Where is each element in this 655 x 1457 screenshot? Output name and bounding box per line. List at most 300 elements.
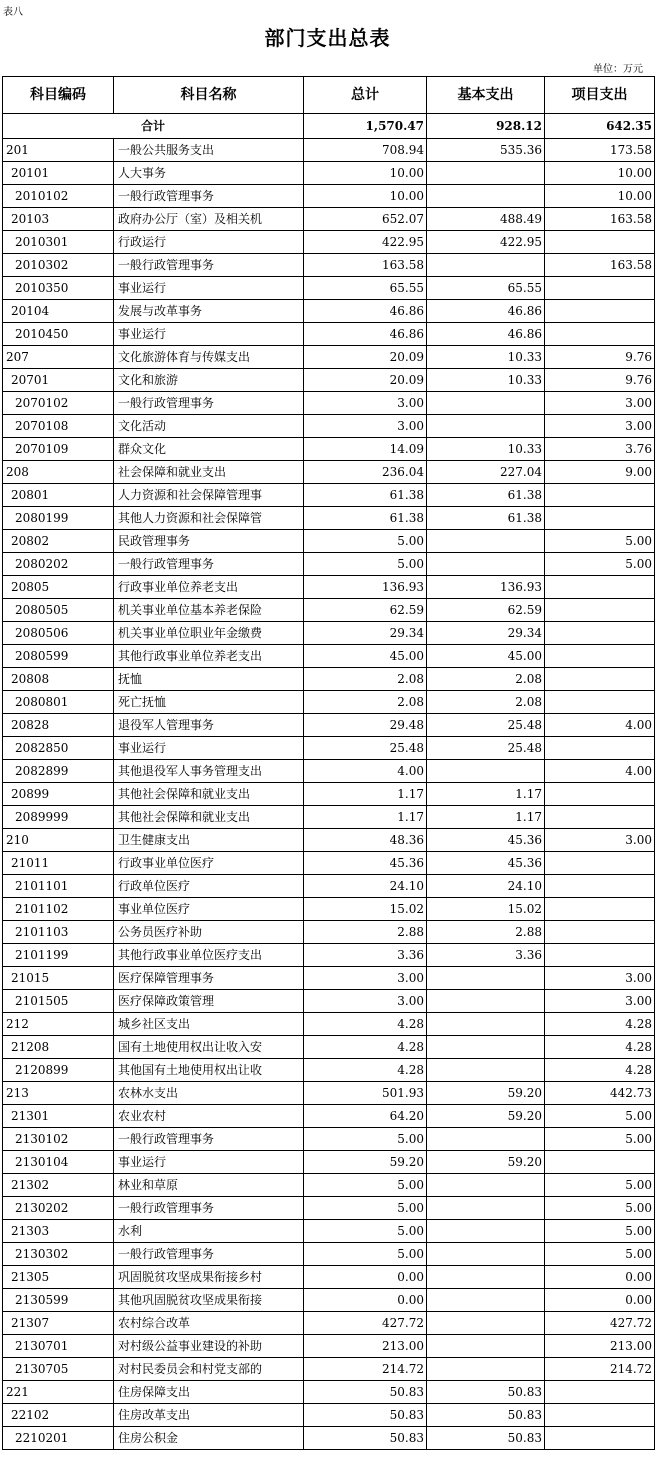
row-project (545, 576, 655, 599)
row-basic: 136.93 (427, 576, 545, 599)
row-name: 城乡社区支出 (114, 1013, 304, 1036)
row-code: 2120899 (3, 1059, 114, 1082)
table-row (3, 1036, 655, 1059)
row-code: 21015 (3, 967, 114, 990)
row-total: 5.00 (304, 1220, 427, 1243)
header-project: 项目支出 (545, 77, 655, 114)
table-row (3, 806, 655, 829)
row-total: 4.00 (304, 760, 427, 783)
row-project (545, 783, 655, 806)
row-project: 163.58 (545, 208, 655, 231)
row-total: 4.28 (304, 1059, 427, 1082)
row-code: 2210201 (3, 1427, 114, 1450)
table-row (3, 944, 655, 967)
row-basic (427, 1358, 545, 1381)
table-row (3, 1266, 655, 1289)
row-total: 1.17 (304, 783, 427, 806)
row-total: 65.55 (304, 277, 427, 300)
row-code: 210 (3, 829, 114, 852)
row-total: 1.17 (304, 806, 427, 829)
row-total: 5.00 (304, 553, 427, 576)
table-row (3, 254, 655, 277)
row-code: 21011 (3, 852, 114, 875)
row-total: 45.36 (304, 852, 427, 875)
row-code: 2010102 (3, 185, 114, 208)
row-name: 林业和草原 (114, 1174, 304, 1197)
row-basic (427, 1335, 545, 1358)
table-row (3, 737, 655, 760)
row-project: 9.76 (545, 369, 655, 392)
row-code: 2080599 (3, 645, 114, 668)
table-row (3, 323, 655, 346)
row-basic: 45.36 (427, 852, 545, 875)
table-row (3, 760, 655, 783)
total-sum: 1,570.47 (304, 114, 427, 139)
row-name: 一般行政管理事务 (114, 254, 304, 277)
total-project: 642.35 (545, 114, 655, 139)
table-row (3, 1381, 655, 1404)
row-basic: 24.10 (427, 875, 545, 898)
header-basic: 基本支出 (427, 77, 545, 114)
row-project (545, 898, 655, 921)
row-name: 一般行政管理事务 (114, 185, 304, 208)
unit-label: 单位：万元 (593, 64, 643, 75)
table-row (3, 530, 655, 553)
row-total: 14.09 (304, 438, 427, 461)
row-project: 173.58 (545, 139, 655, 162)
row-project: 442.73 (545, 1082, 655, 1105)
row-name: 政府办公厅（室）及相关机 (114, 208, 304, 231)
row-project (545, 507, 655, 530)
row-project (545, 944, 655, 967)
row-basic (427, 1059, 545, 1082)
row-code: 20701 (3, 369, 114, 392)
row-name: 其他社会保障和就业支出 (114, 783, 304, 806)
row-basic: 59.20 (427, 1082, 545, 1105)
row-name: 文化活动 (114, 415, 304, 438)
table-row (3, 691, 655, 714)
row-basic (427, 760, 545, 783)
header-name: 科目名称 (114, 77, 304, 114)
row-project: 4.00 (545, 760, 655, 783)
row-code: 2130705 (3, 1358, 114, 1381)
row-name: 国有土地使用权出让收入安 (114, 1036, 304, 1059)
row-total: 163.58 (304, 254, 427, 277)
row-name: 机关事业单位职业年金缴费 (114, 622, 304, 645)
row-project: 3.00 (545, 990, 655, 1013)
table-row (3, 369, 655, 392)
table-row (3, 1404, 655, 1427)
table-row (3, 829, 655, 852)
row-project (545, 875, 655, 898)
row-total: 59.20 (304, 1151, 427, 1174)
row-total: 213.00 (304, 1335, 427, 1358)
row-basic: 59.20 (427, 1105, 545, 1128)
row-project: 5.00 (545, 1197, 655, 1220)
row-project: 427.72 (545, 1312, 655, 1335)
row-project: 214.72 (545, 1358, 655, 1381)
row-basic: 50.83 (427, 1381, 545, 1404)
row-code: 20101 (3, 162, 114, 185)
row-project: 5.00 (545, 1105, 655, 1128)
row-basic (427, 1220, 545, 1243)
row-basic: 29.34 (427, 622, 545, 645)
row-basic: 45.36 (427, 829, 545, 852)
row-project: 0.00 (545, 1266, 655, 1289)
row-basic (427, 990, 545, 1013)
row-name: 住房公积金 (114, 1427, 304, 1450)
row-basic: 1.17 (427, 806, 545, 829)
row-name: 机关事业单位基本养老保险 (114, 599, 304, 622)
row-project (545, 806, 655, 829)
total-label: 合计 (3, 114, 304, 139)
table-row (3, 300, 655, 323)
row-code: 201 (3, 139, 114, 162)
row-basic (427, 530, 545, 553)
row-total: 501.93 (304, 1082, 427, 1105)
row-name: 事业单位医疗 (114, 898, 304, 921)
row-code: 212 (3, 1013, 114, 1036)
row-project: 9.00 (545, 461, 655, 484)
row-total: 20.09 (304, 369, 427, 392)
row-total: 0.00 (304, 1289, 427, 1312)
table-row (3, 668, 655, 691)
row-total: 25.48 (304, 737, 427, 760)
row-code: 2082850 (3, 737, 114, 760)
row-total: 5.00 (304, 1174, 427, 1197)
row-name: 其他巩固脱贫攻坚成果衔接 (114, 1289, 304, 1312)
row-code: 213 (3, 1082, 114, 1105)
row-project: 3.76 (545, 438, 655, 461)
row-code: 221 (3, 1381, 114, 1404)
row-basic (427, 162, 545, 185)
table-row (3, 553, 655, 576)
page-title: 部门支出总表 (264, 26, 391, 50)
row-project: 5.00 (545, 1243, 655, 1266)
row-total: 0.00 (304, 1266, 427, 1289)
row-code: 20801 (3, 484, 114, 507)
table-row (3, 783, 655, 806)
row-basic: 61.38 (427, 507, 545, 530)
row-code: 20104 (3, 300, 114, 323)
row-name: 发展与改革事务 (114, 300, 304, 323)
table-row (3, 967, 655, 990)
row-name: 文化旅游体育与传媒支出 (114, 346, 304, 369)
row-name: 其他社会保障和就业支出 (114, 806, 304, 829)
row-name: 其他行政事业单位医疗支出 (114, 944, 304, 967)
row-code: 2130599 (3, 1289, 114, 1312)
row-code: 2130202 (3, 1197, 114, 1220)
row-name: 农林水支出 (114, 1082, 304, 1105)
row-name: 住房改革支出 (114, 1404, 304, 1427)
header-total: 总计 (304, 77, 427, 114)
row-code: 207 (3, 346, 114, 369)
row-basic (427, 1128, 545, 1151)
row-name: 行政事业单位养老支出 (114, 576, 304, 599)
row-project (545, 599, 655, 622)
row-basic (427, 1013, 545, 1036)
row-basic: 59.20 (427, 1151, 545, 1174)
row-basic: 10.33 (427, 369, 545, 392)
row-basic: 422.95 (427, 231, 545, 254)
row-project: 163.58 (545, 254, 655, 277)
row-project: 4.00 (545, 714, 655, 737)
row-total: 2.08 (304, 691, 427, 714)
row-project (545, 737, 655, 760)
row-basic: 227.04 (427, 461, 545, 484)
row-total: 652.07 (304, 208, 427, 231)
row-basic (427, 1036, 545, 1059)
row-code: 21307 (3, 1312, 114, 1335)
row-total: 5.00 (304, 1243, 427, 1266)
table-row (3, 1289, 655, 1312)
table-row (3, 1197, 655, 1220)
table-row (3, 1013, 655, 1036)
row-basic: 2.08 (427, 668, 545, 691)
row-name: 一般行政管理事务 (114, 553, 304, 576)
row-code: 2130701 (3, 1335, 114, 1358)
row-name: 事业运行 (114, 1151, 304, 1174)
row-basic: 25.48 (427, 714, 545, 737)
row-name: 医疗保障管理事务 (114, 967, 304, 990)
row-name: 一般公共服务支出 (114, 139, 304, 162)
row-basic (427, 254, 545, 277)
row-name: 一般行政管理事务 (114, 1197, 304, 1220)
table-row (3, 507, 655, 530)
table-row (3, 438, 655, 461)
row-name: 事业运行 (114, 323, 304, 346)
table-row (3, 1243, 655, 1266)
table-row (3, 1151, 655, 1174)
table-row (3, 139, 655, 162)
row-name: 其他行政事业单位养老支出 (114, 645, 304, 668)
row-name: 其他国有土地使用权出让收 (114, 1059, 304, 1082)
row-basic: 45.00 (427, 645, 545, 668)
row-code: 2089999 (3, 806, 114, 829)
row-project (545, 645, 655, 668)
row-project: 3.00 (545, 829, 655, 852)
row-project (545, 668, 655, 691)
row-basic: 1.17 (427, 783, 545, 806)
row-project (545, 1427, 655, 1450)
row-project (545, 323, 655, 346)
row-basic (427, 1312, 545, 1335)
row-name: 抚恤 (114, 668, 304, 691)
row-code: 20899 (3, 783, 114, 806)
row-basic (427, 185, 545, 208)
row-basic (427, 1266, 545, 1289)
row-project: 4.28 (545, 1059, 655, 1082)
row-name: 事业运行 (114, 737, 304, 760)
row-code: 21305 (3, 1266, 114, 1289)
row-code: 2130102 (3, 1128, 114, 1151)
row-code: 21302 (3, 1174, 114, 1197)
row-code: 2010301 (3, 231, 114, 254)
row-basic: 3.36 (427, 944, 545, 967)
row-code: 2101101 (3, 875, 114, 898)
row-total: 3.00 (304, 415, 427, 438)
row-code: 20802 (3, 530, 114, 553)
row-name: 民政管理事务 (114, 530, 304, 553)
table-row (3, 1220, 655, 1243)
table-row (3, 852, 655, 875)
row-code: 2101102 (3, 898, 114, 921)
row-code: 2080801 (3, 691, 114, 714)
row-total: 136.93 (304, 576, 427, 599)
table-row (3, 1427, 655, 1450)
table-row (3, 346, 655, 369)
row-code: 2080199 (3, 507, 114, 530)
row-code: 20828 (3, 714, 114, 737)
table-row (3, 875, 655, 898)
row-basic (427, 392, 545, 415)
row-name: 农业农村 (114, 1105, 304, 1128)
row-total: 62.59 (304, 599, 427, 622)
row-project (545, 622, 655, 645)
row-project: 0.00 (545, 1289, 655, 1312)
row-code: 2010350 (3, 277, 114, 300)
row-basic: 46.86 (427, 323, 545, 346)
row-project: 5.00 (545, 530, 655, 553)
row-name: 医疗保障政策管理 (114, 990, 304, 1013)
row-project (545, 1381, 655, 1404)
table-row (3, 1312, 655, 1335)
row-code: 2101199 (3, 944, 114, 967)
row-project: 4.28 (545, 1013, 655, 1036)
table-row (3, 208, 655, 231)
row-total: 4.28 (304, 1036, 427, 1059)
row-name: 人力资源和社会保障管理事 (114, 484, 304, 507)
row-project: 5.00 (545, 1174, 655, 1197)
row-total: 24.10 (304, 875, 427, 898)
table-row (3, 1082, 655, 1105)
row-project: 10.00 (545, 162, 655, 185)
table-row (3, 714, 655, 737)
row-name: 一般行政管理事务 (114, 392, 304, 415)
row-code: 21208 (3, 1036, 114, 1059)
table-row (3, 461, 655, 484)
row-name: 卫生健康支出 (114, 829, 304, 852)
row-name: 一般行政管理事务 (114, 1243, 304, 1266)
table-row (3, 1128, 655, 1151)
row-total: 4.28 (304, 1013, 427, 1036)
row-project (545, 277, 655, 300)
row-basic: 10.33 (427, 438, 545, 461)
total-row (3, 114, 655, 139)
row-project (545, 484, 655, 507)
row-basic: 61.38 (427, 484, 545, 507)
row-code: 2080505 (3, 599, 114, 622)
row-code: 2080202 (3, 553, 114, 576)
row-basic: 46.86 (427, 300, 545, 323)
table-row (3, 415, 655, 438)
row-code: 22102 (3, 1404, 114, 1427)
row-total: 48.36 (304, 829, 427, 852)
row-code: 2070108 (3, 415, 114, 438)
row-total: 236.04 (304, 461, 427, 484)
row-project (545, 300, 655, 323)
row-basic: 50.83 (427, 1427, 545, 1450)
table-row (3, 1174, 655, 1197)
row-basic (427, 1289, 545, 1312)
row-name: 死亡抚恤 (114, 691, 304, 714)
table-row (3, 1358, 655, 1381)
row-code: 2082899 (3, 760, 114, 783)
row-name: 行政事业单位医疗 (114, 852, 304, 875)
row-name: 农村综合改革 (114, 1312, 304, 1335)
row-total: 5.00 (304, 1128, 427, 1151)
row-name: 人大事务 (114, 162, 304, 185)
table-row (3, 576, 655, 599)
row-code: 2070109 (3, 438, 114, 461)
table-row (3, 599, 655, 622)
row-total: 2.88 (304, 921, 427, 944)
row-basic: 15.02 (427, 898, 545, 921)
row-project: 3.00 (545, 967, 655, 990)
row-total: 214.72 (304, 1358, 427, 1381)
row-name: 社会保障和就业支出 (114, 461, 304, 484)
row-basic: 10.33 (427, 346, 545, 369)
row-code: 2010450 (3, 323, 114, 346)
row-total: 3.00 (304, 392, 427, 415)
row-project (545, 231, 655, 254)
row-total: 50.83 (304, 1404, 427, 1427)
row-project (545, 852, 655, 875)
row-basic: 50.83 (427, 1404, 545, 1427)
row-code: 21301 (3, 1105, 114, 1128)
row-total: 427.72 (304, 1312, 427, 1335)
row-code: 2101505 (3, 990, 114, 1013)
row-name: 一般行政管理事务 (114, 1128, 304, 1151)
row-basic (427, 415, 545, 438)
header-row (3, 77, 655, 114)
row-code: 2130302 (3, 1243, 114, 1266)
table-row (3, 645, 655, 668)
row-name: 行政单位医疗 (114, 875, 304, 898)
table-row (3, 484, 655, 507)
row-name: 水利 (114, 1220, 304, 1243)
row-total: 422.95 (304, 231, 427, 254)
row-basic: 2.88 (427, 921, 545, 944)
row-basic: 25.48 (427, 737, 545, 760)
row-name: 其他人力资源和社会保障管 (114, 507, 304, 530)
table-row (3, 1059, 655, 1082)
row-total: 61.38 (304, 507, 427, 530)
row-code: 20808 (3, 668, 114, 691)
row-name: 巩固脱贫攻坚成果衔接乡村 (114, 1266, 304, 1289)
row-total: 50.83 (304, 1381, 427, 1404)
row-total: 46.86 (304, 323, 427, 346)
row-project (545, 1404, 655, 1427)
table-row (3, 231, 655, 254)
row-project: 5.00 (545, 1128, 655, 1151)
row-total: 708.94 (304, 139, 427, 162)
row-name: 对村民委员会和村党支部的 (114, 1358, 304, 1381)
row-total: 10.00 (304, 162, 427, 185)
row-total: 29.34 (304, 622, 427, 645)
row-project: 5.00 (545, 553, 655, 576)
row-total: 64.20 (304, 1105, 427, 1128)
table-row (3, 1105, 655, 1128)
row-total: 2.08 (304, 668, 427, 691)
row-code: 208 (3, 461, 114, 484)
row-total: 50.83 (304, 1427, 427, 1450)
row-project: 4.28 (545, 1036, 655, 1059)
row-total: 5.00 (304, 1197, 427, 1220)
row-project: 9.76 (545, 346, 655, 369)
row-total: 45.00 (304, 645, 427, 668)
row-basic (427, 967, 545, 990)
